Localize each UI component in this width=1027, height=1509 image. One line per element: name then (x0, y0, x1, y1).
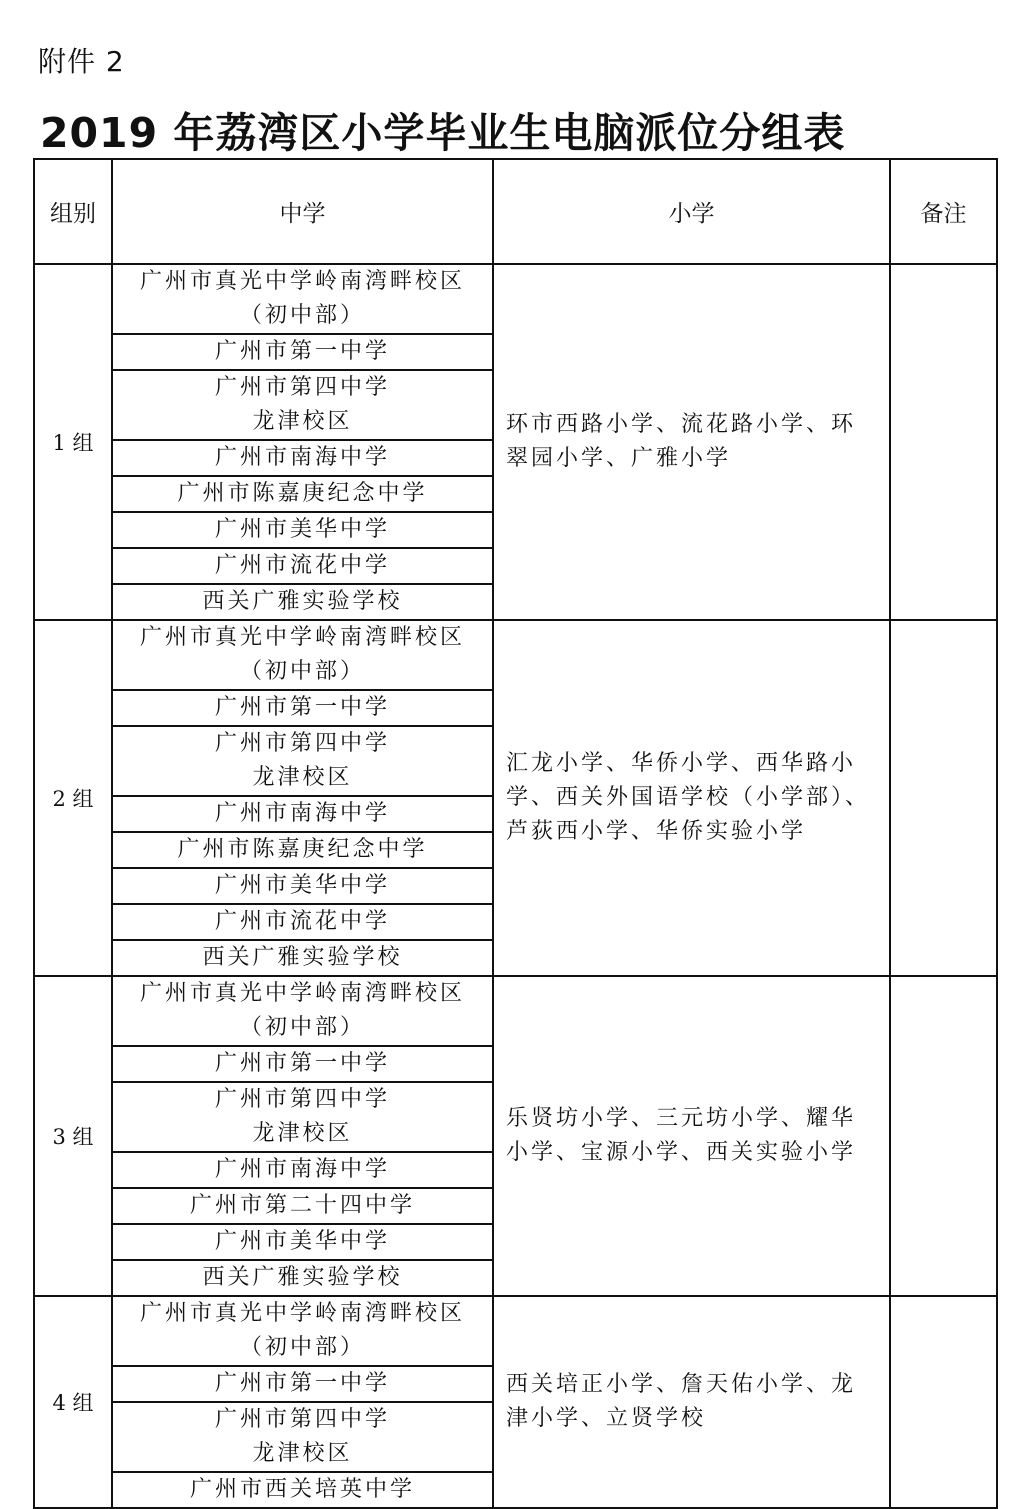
middle-school-name: 龙津校区 (252, 409, 353, 434)
middle-school-cell (112, 1472, 493, 1508)
middle-school-name: 广州市第四中学 (214, 731, 390, 756)
middle-school-cell (112, 796, 493, 832)
middle-school-name: 广州市西关培英中学 (189, 1477, 415, 1502)
middle-school-name: 广州市流花中学 (214, 553, 390, 578)
table-row (34, 620, 997, 690)
remarks-cell (890, 976, 997, 1296)
middle-school-name: 广州市美华中学 (214, 1229, 390, 1254)
table-row (34, 264, 997, 334)
middle-school-cell (112, 584, 493, 620)
middle-school-cell (112, 904, 493, 940)
middle-school-cell (112, 620, 493, 690)
middle-school-name: （初中部） (239, 659, 365, 684)
middle-school-cell (112, 1188, 493, 1224)
middle-school-cell (112, 440, 493, 476)
middle-school-name: 广州市真光中学岭南湾畔校区 (139, 1301, 465, 1326)
header-primary-school: 小学 (493, 159, 890, 264)
middle-school-name: 广州市第一中学 (214, 695, 390, 720)
table-row (34, 1296, 997, 1366)
middle-school-name: （初中部） (239, 1335, 365, 1360)
group-label: 2 组 (34, 620, 112, 976)
header-remarks: 备注 (890, 159, 997, 264)
middle-school-cell (112, 1296, 493, 1366)
middle-school-name: 广州市真光中学岭南湾畔校区 (139, 981, 465, 1006)
middle-school-name: 广州市南海中学 (214, 801, 390, 826)
middle-school-cell (112, 868, 493, 904)
middle-school-name: 广州市第四中学 (214, 1407, 390, 1432)
middle-school-name: 广州市美华中学 (214, 873, 390, 898)
middle-school-name: 西关广雅实验学校 (202, 1265, 403, 1290)
middle-school-name: 广州市第一中学 (214, 1051, 390, 1076)
middle-school-name: 广州市第二十四中学 (189, 1193, 415, 1218)
middle-school-name: 广州市陈嘉庚纪念中学 (177, 481, 428, 506)
remarks-cell (890, 1296, 997, 1508)
middle-school-cell (112, 334, 493, 370)
group-label: 4 组 (34, 1296, 112, 1508)
middle-school-cell (112, 370, 493, 440)
middle-school-name: 西关广雅实验学校 (202, 589, 403, 614)
middle-school-name: 广州市第一中学 (214, 1371, 390, 1396)
middle-school-name: 广州市第四中学 (214, 375, 390, 400)
middle-school-cell (112, 1082, 493, 1152)
middle-school-name: 龙津校区 (252, 1441, 353, 1466)
middle-school-cell (112, 1366, 493, 1402)
middle-school-cell (112, 1260, 493, 1296)
middle-school-name: 龙津校区 (252, 1121, 353, 1146)
primary-schools-cell: 乐贤坊小学、三元坊小学、耀华小学、宝源小学、西关实验小学 (493, 976, 890, 1296)
primary-schools-cell: 汇龙小学、华侨小学、西华路小学、西关外国语学校（小学部）、芦荻西小学、华侨实验小学 (493, 620, 890, 976)
remarks-cell (890, 620, 997, 976)
header-row (34, 159, 997, 264)
primary-schools-cell: 西关培正小学、詹天佑小学、龙津小学、立贤学校 (493, 1296, 890, 1508)
middle-school-cell (112, 512, 493, 548)
middle-school-name: 龙津校区 (252, 765, 353, 790)
middle-school-name: 广州市真光中学岭南湾畔校区 (139, 625, 465, 650)
middle-school-cell (112, 690, 493, 726)
middle-school-cell (112, 976, 493, 1046)
header-group: 组别 (34, 159, 112, 264)
middle-school-name: （初中部） (239, 1015, 365, 1040)
middle-school-name: 广州市流花中学 (214, 909, 390, 934)
middle-school-name: 广州市陈嘉庚纪念中学 (177, 837, 428, 862)
group-label: 3 组 (34, 976, 112, 1296)
middle-school-name: 广州市真光中学岭南湾畔校区 (139, 269, 465, 294)
middle-school-name: 广州市第四中学 (214, 1087, 390, 1112)
grouping-table (33, 158, 998, 1509)
middle-school-cell (112, 1152, 493, 1188)
middle-school-cell (112, 476, 493, 512)
attachment-label: 附件 2 (38, 45, 125, 78)
middle-school-cell (112, 1046, 493, 1082)
middle-school-name: 广州市第一中学 (214, 339, 390, 364)
middle-school-name: 广州市南海中学 (214, 445, 390, 470)
group-label: 1 组 (34, 264, 112, 620)
middle-school-cell (112, 940, 493, 976)
middle-school-cell (112, 1224, 493, 1260)
remarks-cell (890, 264, 997, 620)
table-row (34, 976, 997, 1046)
middle-school-name: 广州市南海中学 (214, 1157, 390, 1182)
header-middle-school: 中学 (112, 159, 493, 264)
middle-school-cell (112, 264, 493, 334)
middle-school-cell (112, 832, 493, 868)
page-title: 2019 年荔湾区小学毕业生电脑派位分组表 (40, 109, 846, 157)
table-body (34, 264, 997, 1508)
middle-school-name: （初中部） (239, 303, 365, 328)
middle-school-name: 西关广雅实验学校 (202, 945, 403, 970)
middle-school-cell (112, 548, 493, 584)
middle-school-cell (112, 1402, 493, 1472)
middle-school-cell (112, 726, 493, 796)
primary-schools-cell: 环市西路小学、流花路小学、环翠园小学、广雅小学 (493, 264, 890, 620)
middle-school-name: 广州市美华中学 (214, 517, 390, 542)
